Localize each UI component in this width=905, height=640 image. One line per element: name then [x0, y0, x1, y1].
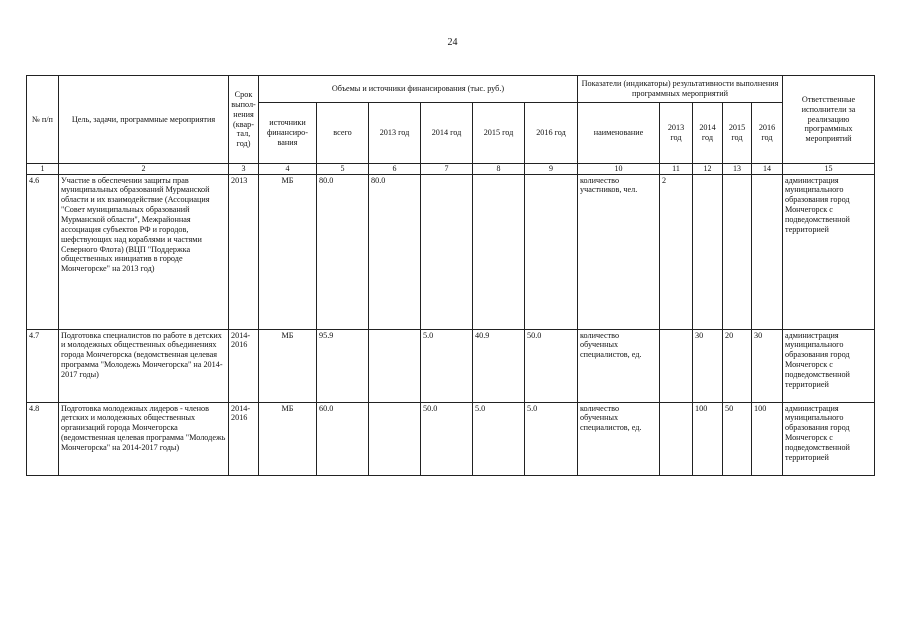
column-number: 14 — [752, 164, 783, 175]
row-ind-2013 — [660, 329, 693, 402]
row-goal: Участие в обеспечении защиты прав муниципальных образований Мурманской области и их взаимодействие (Ассоциация "Совет муниципальных образований Мурманской области", Межрайонная ассоциация субъектов РФ и городов, шефствующих над кораблями и частями Северного Флота) (ВЦП "Поддержка общественных инициатив в городе Мончегорске" на 2013 год) — [59, 174, 229, 329]
row-2014 — [421, 174, 473, 329]
program-table — [26, 75, 875, 476]
column-number: 10 — [578, 164, 660, 175]
column-number: 5 — [317, 164, 369, 175]
row-responsible: администрация муниципального образования город Мончегорск с подведомственной территорией — [783, 174, 875, 329]
column-number: 1 — [27, 164, 59, 175]
column-number-row — [27, 164, 875, 175]
header-ind-2013: 2013 год — [660, 103, 693, 164]
row-term: 2014-2016 — [229, 402, 259, 475]
row-2016 — [525, 174, 578, 329]
table-row — [27, 402, 875, 475]
row-2015: 40.9 — [473, 329, 525, 402]
row-num: 4.8 — [27, 402, 59, 475]
header-2015: 2015 год — [473, 103, 525, 164]
row-indicator-name: количество обученных специалистов, ед. — [578, 329, 660, 402]
header-responsible: Ответственные исполнители за реализацию программных мероприятий — [783, 76, 875, 164]
column-number: 12 — [693, 164, 723, 175]
row-indicator-name: количество обученных специалистов, ед. — [578, 402, 660, 475]
row-term: 2014-2016 — [229, 329, 259, 402]
row-2015 — [473, 174, 525, 329]
row-2014: 50.0 — [421, 402, 473, 475]
header-goal: Цель, задачи, программные мероприятия — [59, 76, 229, 164]
header-ind-2016: 2016 год — [752, 103, 783, 164]
header-num: № п/п — [27, 76, 59, 164]
row-ind-2015: 20 — [723, 329, 752, 402]
column-number: 13 — [723, 164, 752, 175]
row-2015: 5.0 — [473, 402, 525, 475]
header-ind-2015: 2015 год — [723, 103, 752, 164]
table-row — [27, 174, 875, 329]
row-2013 — [369, 329, 421, 402]
column-number: 4 — [259, 164, 317, 175]
row-indicator-name: количество участников, чел. — [578, 174, 660, 329]
row-ind-2013 — [660, 402, 693, 475]
row-term: 2013 — [229, 174, 259, 329]
header-indicator-name: наименование — [578, 103, 660, 164]
row-total: 95.9 — [317, 329, 369, 402]
row-ind-2013: 2 — [660, 174, 693, 329]
row-num: 4.6 — [27, 174, 59, 329]
header-sources: источники финансиро-вания — [259, 103, 317, 164]
row-2013 — [369, 402, 421, 475]
header-2016: 2016 год — [525, 103, 578, 164]
header-funding: Объемы и источники финансирования (тыс. руб.) — [259, 76, 578, 103]
row-ind-2014: 100 — [693, 402, 723, 475]
column-number: 8 — [473, 164, 525, 175]
row-2014: 5.0 — [421, 329, 473, 402]
header-2013: 2013 год — [369, 103, 421, 164]
row-ind-2015 — [723, 174, 752, 329]
row-ind-2015: 50 — [723, 402, 752, 475]
row-ind-2016 — [752, 174, 783, 329]
column-number: 2 — [59, 164, 229, 175]
table-row — [27, 329, 875, 402]
column-number: 15 — [783, 164, 875, 175]
header-row-1 — [27, 76, 875, 103]
header-term: Срок выпол-нения (квар-тал, год) — [229, 76, 259, 164]
column-number: 3 — [229, 164, 259, 175]
row-goal: Подготовка молодежных лидеров - членов детских и молодежных общественных организаций города Мончегорска (ведомственная целевая программа "Молодежь Мончегорска" на 2014-2017 годы) — [59, 402, 229, 475]
row-responsible: администрация муниципального образования город Мончегорск с подведомственной территорией — [783, 329, 875, 402]
column-number: 6 — [369, 164, 421, 175]
row-source: МБ — [259, 174, 317, 329]
row-2013: 80.0 — [369, 174, 421, 329]
row-responsible: администрация муниципального образования город Мончегорск с подведомственной территорией — [783, 402, 875, 475]
row-2016: 5.0 — [525, 402, 578, 475]
page-number: 24 — [447, 37, 458, 48]
header-2014: 2014 год — [421, 103, 473, 164]
column-number: 9 — [525, 164, 578, 175]
row-ind-2014: 30 — [693, 329, 723, 402]
header-total: всего — [317, 103, 369, 164]
column-number: 7 — [421, 164, 473, 175]
row-num: 4.7 — [27, 329, 59, 402]
row-total: 60.0 — [317, 402, 369, 475]
header-ind-2014: 2014 год — [693, 103, 723, 164]
header-indicators: Показатели (индикаторы) результативности выполнения программных мероприятий — [578, 76, 783, 103]
row-ind-2016: 30 — [752, 329, 783, 402]
row-2016: 50.0 — [525, 329, 578, 402]
row-goal: Подготовка специалистов по работе в детских и молодежных общественных объединениях города Мончегорска (ведомственная целевая программа "Молодежь Мончегорска" на 2014-2017 годы) — [59, 329, 229, 402]
row-total: 80.0 — [317, 174, 369, 329]
row-ind-2016: 100 — [752, 402, 783, 475]
column-number: 11 — [660, 164, 693, 175]
row-source: МБ — [259, 402, 317, 475]
row-ind-2014 — [693, 174, 723, 329]
row-source: МБ — [259, 329, 317, 402]
